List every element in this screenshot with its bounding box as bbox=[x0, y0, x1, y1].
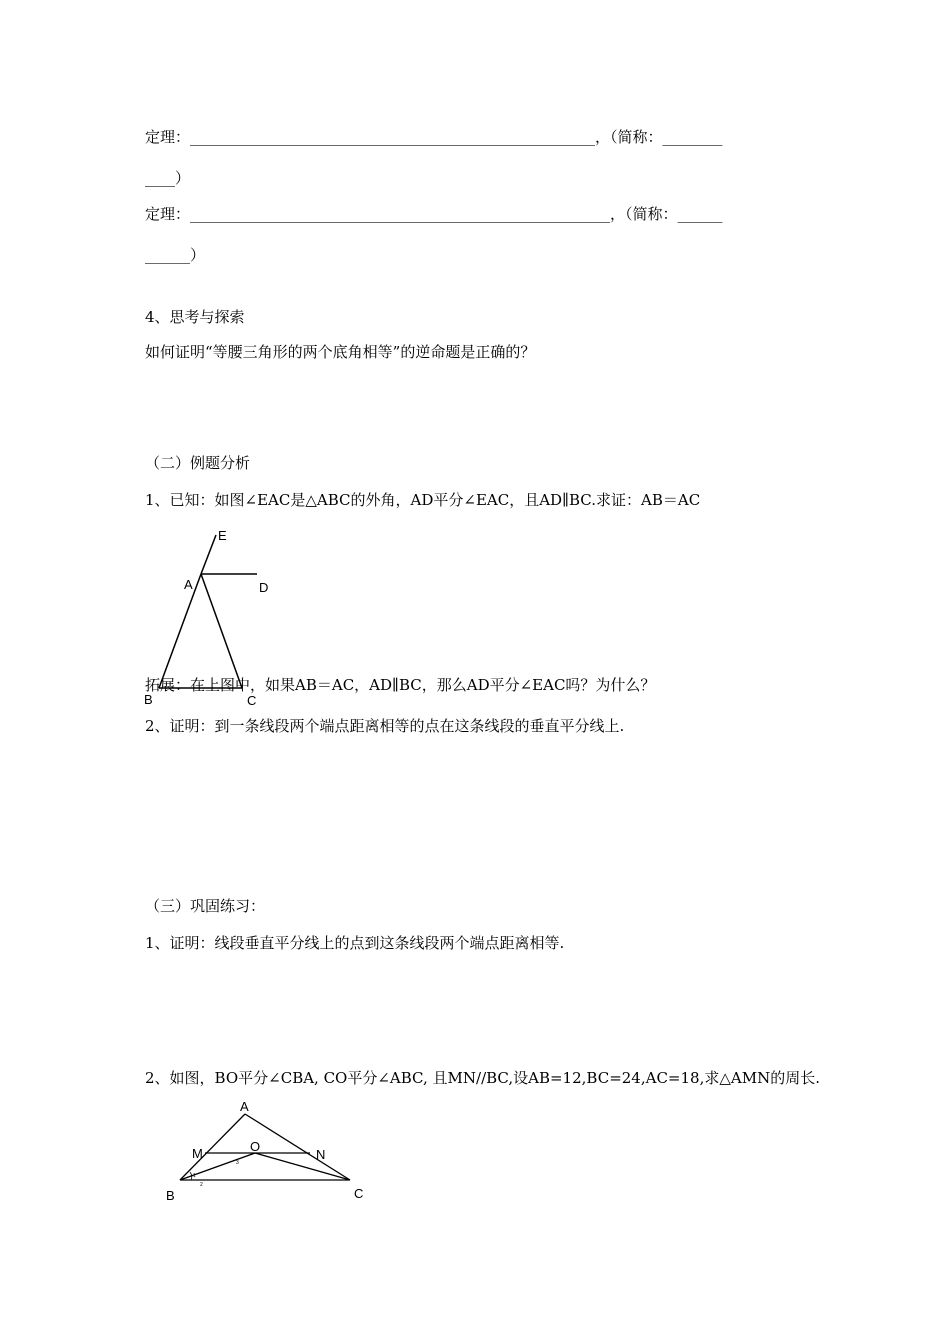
label-m: M bbox=[192, 1146, 203, 1161]
label-a: A bbox=[240, 1099, 249, 1114]
angle-label-1: 1 bbox=[193, 1173, 196, 1179]
part-3-title: （三）巩固练习： bbox=[145, 897, 266, 915]
extension-question: 拓展：在上图中，如果AB＝AC，AD∥BC，那么AD平分∠EAC吗？为什么？ bbox=[145, 676, 656, 694]
section-4-question: 如何证明“等腰三角形的两个底角相等”的逆命题是正确的？ bbox=[145, 343, 536, 361]
label-d: D bbox=[259, 580, 269, 595]
segment-a-e bbox=[201, 535, 216, 574]
label-n: N bbox=[316, 1147, 326, 1162]
label-b: B bbox=[144, 692, 153, 707]
segment-a-b bbox=[180, 1114, 245, 1180]
segment-a-c bbox=[245, 1114, 350, 1180]
label-a: A bbox=[184, 577, 193, 592]
figure-2-triangle bbox=[160, 1095, 380, 1210]
segment-a-b bbox=[159, 574, 201, 688]
segment-a-c bbox=[201, 574, 242, 688]
angle-label-3: 3 bbox=[236, 1160, 239, 1166]
label-e: E bbox=[218, 528, 227, 543]
label-c: C bbox=[247, 693, 257, 708]
label-o: O bbox=[250, 1139, 261, 1154]
section-4-title: 4、思考与探索 bbox=[145, 308, 245, 326]
label-b: B bbox=[166, 1188, 175, 1203]
part-2-title: （二）例题分析 bbox=[145, 454, 251, 472]
theorem-2-continuation: ______） bbox=[145, 246, 206, 264]
example-1-text: 1、已知：如图∠EAC是△ABC的外角，AD平分∠EAC，且AD∥BC.求证：AB＝AC bbox=[145, 491, 701, 509]
theorem-1-line: 定理：______________________________________________________，（简称：________ bbox=[145, 128, 723, 146]
practice-2-text: 2、如图，BO平分∠CBA, CO平分∠ABC, 且MN//BC,设AB=12,BC=24,AC=18,求△AMN的周长. bbox=[145, 1069, 820, 1087]
theorem-2-line: 定理：________________________________________________________，（简称：______ bbox=[145, 205, 723, 223]
theorem-1-continuation: ____） bbox=[145, 169, 191, 187]
angle-label-2: 2 bbox=[200, 1182, 203, 1188]
label-c: C bbox=[354, 1186, 364, 1201]
segment-o-c bbox=[255, 1153, 350, 1180]
practice-1-text: 1、证明：线段垂直平分线上的点到这条线段两个端点距离相等. bbox=[145, 934, 565, 952]
example-2-text: 2、证明：到一条线段两个端点距离相等的点在这条线段的垂直平分线上. bbox=[145, 717, 625, 735]
